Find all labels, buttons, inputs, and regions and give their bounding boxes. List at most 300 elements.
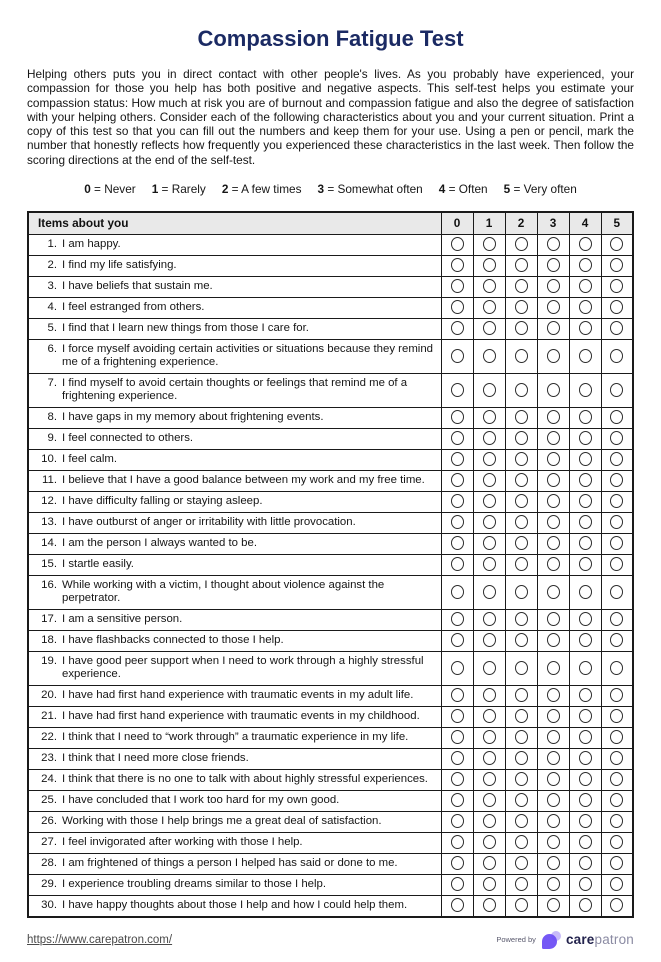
rating-circle[interactable] (515, 237, 528, 251)
rating-circle[interactable] (451, 431, 464, 445)
rating-cell-4 (569, 297, 601, 318)
rating-cell-4 (569, 748, 601, 769)
rating-cell-4 (569, 706, 601, 727)
rating-cell-2 (505, 832, 537, 853)
rating-circle[interactable] (515, 661, 528, 675)
legend-label: = Very often (510, 182, 577, 197)
rating-cell-0 (441, 449, 473, 470)
item-label-cell (28, 373, 441, 407)
brand-wordmark (566, 932, 634, 947)
rating-cell-5 (601, 769, 633, 790)
rating-circle[interactable] (610, 661, 623, 675)
rating-circle[interactable] (483, 709, 496, 723)
rating-circle[interactable] (547, 856, 560, 870)
item-label-cell (28, 853, 441, 874)
rating-circle[interactable] (483, 856, 496, 870)
rating-circle[interactable] (547, 793, 560, 807)
rating-circle[interactable] (579, 898, 592, 912)
rating-circle[interactable] (579, 515, 592, 529)
rating-circle[interactable] (451, 279, 464, 293)
rating-circle[interactable] (483, 877, 496, 891)
rating-circle[interactable] (579, 536, 592, 550)
rating-circle[interactable] (515, 751, 528, 765)
rating-cell-2 (505, 276, 537, 297)
rating-circle[interactable] (483, 383, 496, 397)
rating-circle[interactable] (610, 536, 623, 550)
rating-circle[interactable] (579, 349, 592, 363)
item-number: 7. (47, 376, 57, 389)
items-table (27, 211, 634, 918)
rating-circle[interactable] (610, 709, 623, 723)
rating-circle[interactable] (483, 730, 496, 744)
rating-circle[interactable] (515, 473, 528, 487)
rating-circle[interactable] (515, 856, 528, 870)
rating-circle[interactable] (515, 633, 528, 647)
item-number: 2. (47, 258, 57, 271)
rating-cell-1 (473, 874, 505, 895)
rating-circle[interactable] (547, 494, 560, 508)
item-label-cell (28, 895, 441, 917)
item-number: 5. (47, 321, 57, 334)
rating-cell-5 (601, 832, 633, 853)
rating-circle[interactable] (515, 279, 528, 293)
rating-cell-0 (441, 651, 473, 685)
rating-circle[interactable] (451, 349, 464, 363)
rating-circle[interactable] (579, 494, 592, 508)
item-number: 14. (41, 536, 57, 549)
rating-cell-3 (537, 554, 569, 575)
table-header-row (28, 212, 633, 234)
item-label-cell (28, 449, 441, 470)
rating-circle[interactable] (451, 452, 464, 466)
rating-cell-5 (601, 339, 633, 373)
rating-cell-2 (505, 811, 537, 832)
rating-circle[interactable] (515, 585, 528, 599)
rating-circle[interactable] (547, 730, 560, 744)
rating-circle[interactable] (483, 515, 496, 529)
rating-circle[interactable] (483, 793, 496, 807)
carepatron-brand (496, 931, 634, 949)
rating-circle[interactable] (610, 494, 623, 508)
rating-circle[interactable] (451, 494, 464, 508)
rating-circle[interactable] (451, 585, 464, 599)
rating-cell-1 (473, 276, 505, 297)
rating-circle[interactable] (610, 898, 623, 912)
rating-circle[interactable] (483, 536, 496, 550)
rating-circle[interactable] (547, 300, 560, 314)
item-label-cell (28, 255, 441, 276)
rating-cell-3 (537, 318, 569, 339)
rating-circle[interactable] (610, 751, 623, 765)
rating-circle[interactable] (610, 877, 623, 891)
rating-cell-2 (505, 297, 537, 318)
rating-cell-5 (601, 234, 633, 255)
rating-circle[interactable] (451, 856, 464, 870)
items-about-you-header: Items about you (28, 212, 441, 234)
rating-cell-2 (505, 428, 537, 449)
legend-item (504, 182, 577, 196)
legend-item (222, 182, 302, 196)
rating-circle[interactable] (483, 814, 496, 828)
rating-circle[interactable] (483, 258, 496, 272)
rating-circle[interactable] (610, 793, 623, 807)
rating-circle[interactable] (515, 300, 528, 314)
rating-circle[interactable] (579, 661, 592, 675)
rating-circle[interactable] (515, 349, 528, 363)
rating-circle[interactable] (451, 709, 464, 723)
rating-circle[interactable] (483, 494, 496, 508)
rating-circle[interactable] (547, 814, 560, 828)
rating-circle[interactable] (579, 814, 592, 828)
rating-circle[interactable] (547, 772, 560, 786)
rating-circle[interactable] (610, 321, 623, 335)
rating-circle[interactable] (451, 237, 464, 251)
rating-circle[interactable] (547, 612, 560, 626)
rating-cell-1 (473, 651, 505, 685)
rating-cell-2 (505, 554, 537, 575)
rating-circle[interactable] (547, 258, 560, 272)
rating-circle[interactable] (515, 431, 528, 445)
rating-circle[interactable] (579, 856, 592, 870)
rating-circle[interactable] (547, 835, 560, 849)
rating-circle[interactable] (483, 898, 496, 912)
table-row (28, 685, 633, 706)
column-header-2: 2 (505, 212, 537, 234)
rating-circle[interactable] (483, 772, 496, 786)
rating-cell-4 (569, 853, 601, 874)
rating-circle[interactable] (483, 557, 496, 571)
rating-cell-2 (505, 651, 537, 685)
rating-circle[interactable] (451, 633, 464, 647)
rating-cell-5 (601, 706, 633, 727)
rating-circle[interactable] (610, 452, 623, 466)
rating-circle[interactable] (610, 237, 623, 251)
rating-circle[interactable] (483, 321, 496, 335)
rating-cell-3 (537, 651, 569, 685)
rating-circle[interactable] (579, 688, 592, 702)
rating-circle[interactable] (547, 898, 560, 912)
rating-cell-1 (473, 895, 505, 917)
rating-circle[interactable] (451, 730, 464, 744)
rating-circle[interactable] (483, 688, 496, 702)
rating-circle[interactable] (515, 898, 528, 912)
item-text: I force myself avoiding certain activities or situations because they remind me of a frightening experience. (62, 342, 434, 369)
legend-value: 1 (151, 182, 159, 197)
rating-circle[interactable] (451, 515, 464, 529)
rating-circle[interactable] (483, 410, 496, 424)
rating-circle[interactable] (547, 877, 560, 891)
rating-circle[interactable] (610, 258, 623, 272)
rating-circle[interactable] (515, 814, 528, 828)
legend-label: = Somewhat often (324, 182, 423, 197)
rating-circle[interactable] (451, 410, 464, 424)
rating-circle[interactable] (610, 279, 623, 293)
rating-circle[interactable] (579, 557, 592, 571)
rating-cell-2 (505, 685, 537, 706)
rating-circle[interactable] (547, 633, 560, 647)
rating-circle[interactable] (483, 661, 496, 675)
rating-cell-3 (537, 609, 569, 630)
item-text: I have good peer support when I need to work through a highly stressful experience. (62, 654, 424, 681)
rating-circle[interactable] (515, 536, 528, 550)
rating-circle[interactable] (579, 321, 592, 335)
rating-cell-3 (537, 895, 569, 917)
rating-circle[interactable] (579, 835, 592, 849)
rating-circle[interactable] (547, 661, 560, 675)
rating-circle[interactable] (451, 814, 464, 828)
rating-circle[interactable] (579, 258, 592, 272)
rating-circle[interactable] (547, 557, 560, 571)
rating-circle[interactable] (515, 793, 528, 807)
table-row (28, 651, 633, 685)
rating-circle[interactable] (483, 237, 496, 251)
rating-circle[interactable] (547, 431, 560, 445)
rating-cell-1 (473, 811, 505, 832)
item-number: 13. (41, 515, 57, 528)
rating-circle[interactable] (610, 585, 623, 599)
item-text: I find that I learn new things from those I care for. (62, 321, 309, 334)
rating-circle[interactable] (547, 585, 560, 599)
item-label-cell (28, 339, 441, 373)
item-number: 25. (41, 793, 57, 806)
rating-circle[interactable] (547, 452, 560, 466)
rating-circle[interactable] (451, 688, 464, 702)
rating-circle[interactable] (451, 772, 464, 786)
rating-circle[interactable] (515, 709, 528, 723)
item-label-cell (28, 630, 441, 651)
item-label-cell (28, 428, 441, 449)
rating-circle[interactable] (547, 237, 560, 251)
rating-circle[interactable] (610, 856, 623, 870)
rating-circle[interactable] (515, 258, 528, 272)
rating-cell-3 (537, 276, 569, 297)
item-label-cell (28, 874, 441, 895)
legend-label: = Rarely (158, 182, 206, 197)
rating-circle[interactable] (610, 772, 623, 786)
table-row (28, 727, 633, 748)
rating-circle[interactable] (451, 751, 464, 765)
rating-circle[interactable] (515, 410, 528, 424)
rating-circle[interactable] (579, 793, 592, 807)
rating-circle[interactable] (483, 279, 496, 293)
rating-circle[interactable] (483, 751, 496, 765)
rating-circle[interactable] (610, 612, 623, 626)
rating-circle[interactable] (483, 612, 496, 626)
rating-circle[interactable] (483, 300, 496, 314)
rating-circle[interactable] (515, 494, 528, 508)
rating-cell-2 (505, 373, 537, 407)
rating-circle[interactable] (610, 557, 623, 571)
rating-circle[interactable] (579, 585, 592, 599)
rating-cell-4 (569, 428, 601, 449)
table-row (28, 428, 633, 449)
rating-circle[interactable] (610, 814, 623, 828)
rating-cell-2 (505, 895, 537, 917)
rating-circle[interactable] (579, 730, 592, 744)
page-title: Compassion Fatigue Test (197, 26, 464, 51)
rating-cell-0 (441, 769, 473, 790)
rating-cell-5 (601, 895, 633, 917)
table-row (28, 630, 633, 651)
rating-cell-1 (473, 853, 505, 874)
rating-circle[interactable] (610, 410, 623, 424)
item-label-cell (28, 748, 441, 769)
rating-circle[interactable] (579, 772, 592, 786)
rating-cell-5 (601, 512, 633, 533)
rating-circle[interactable] (451, 536, 464, 550)
rating-circle[interactable] (515, 612, 528, 626)
rating-circle[interactable] (579, 300, 592, 314)
item-number: 18. (41, 633, 57, 646)
rating-cell-0 (441, 255, 473, 276)
rating-circle[interactable] (483, 452, 496, 466)
rating-cell-1 (473, 491, 505, 512)
rating-circle[interactable] (515, 452, 528, 466)
table-row (28, 790, 633, 811)
rating-cell-2 (505, 874, 537, 895)
rating-cell-1 (473, 373, 505, 407)
rating-cell-1 (473, 790, 505, 811)
rating-circle[interactable] (451, 612, 464, 626)
item-label-cell (28, 491, 441, 512)
rating-circle[interactable] (515, 835, 528, 849)
item-text: I startle easily. (62, 557, 134, 570)
rating-circle[interactable] (451, 300, 464, 314)
legend-item (152, 182, 206, 196)
rating-circle[interactable] (579, 410, 592, 424)
rating-cell-0 (441, 470, 473, 491)
item-number: 16. (41, 578, 57, 591)
rating-circle[interactable] (451, 383, 464, 397)
rating-circle[interactable] (451, 473, 464, 487)
item-label-cell (28, 811, 441, 832)
rating-circle[interactable] (610, 633, 623, 647)
rating-circle[interactable] (579, 452, 592, 466)
rating-circle[interactable] (610, 688, 623, 702)
rating-circle[interactable] (610, 835, 623, 849)
rating-circle[interactable] (451, 877, 464, 891)
item-label-cell (28, 470, 441, 491)
rating-circle[interactable] (515, 730, 528, 744)
rating-cell-4 (569, 769, 601, 790)
rating-circle[interactable] (610, 473, 623, 487)
rating-circle[interactable] (579, 473, 592, 487)
rating-circle[interactable] (547, 688, 560, 702)
rating-circle[interactable] (451, 835, 464, 849)
rating-cell-3 (537, 748, 569, 769)
rating-circle[interactable] (579, 877, 592, 891)
rating-circle[interactable] (515, 877, 528, 891)
rating-circle[interactable] (547, 709, 560, 723)
rating-circle[interactable] (483, 835, 496, 849)
rating-circle[interactable] (579, 709, 592, 723)
rating-circle[interactable] (579, 383, 592, 397)
rating-cell-2 (505, 790, 537, 811)
rating-circle[interactable] (610, 431, 623, 445)
rating-cell-3 (537, 234, 569, 255)
rating-cell-2 (505, 769, 537, 790)
rating-cell-5 (601, 373, 633, 407)
rating-circle[interactable] (547, 536, 560, 550)
rating-cell-3 (537, 428, 569, 449)
rating-circle[interactable] (483, 633, 496, 647)
rating-circle[interactable] (579, 237, 592, 251)
rating-circle[interactable] (547, 515, 560, 529)
rating-cell-0 (441, 727, 473, 748)
rating-cell-0 (441, 853, 473, 874)
rating-circle[interactable] (451, 661, 464, 675)
rating-circle[interactable] (451, 557, 464, 571)
rating-circle[interactable] (579, 612, 592, 626)
rating-circle[interactable] (451, 258, 464, 272)
rating-cell-2 (505, 706, 537, 727)
rating-cell-3 (537, 685, 569, 706)
rating-circle[interactable] (547, 279, 560, 293)
rating-cell-5 (601, 407, 633, 428)
rating-circle[interactable] (610, 730, 623, 744)
rating-circle[interactable] (579, 431, 592, 445)
rating-circle[interactable] (483, 473, 496, 487)
rating-circle[interactable] (451, 793, 464, 807)
rating-cell-3 (537, 853, 569, 874)
rating-cell-0 (441, 297, 473, 318)
rating-circle[interactable] (610, 383, 623, 397)
powered-by-label: Powered by (496, 935, 536, 945)
rating-circle[interactable] (515, 321, 528, 335)
rating-circle[interactable] (610, 349, 623, 363)
rating-circle[interactable] (610, 300, 623, 314)
rating-circle[interactable] (547, 383, 560, 397)
rating-cell-0 (441, 630, 473, 651)
rating-circle[interactable] (515, 557, 528, 571)
rating-cell-0 (441, 533, 473, 554)
rating-circle[interactable] (515, 772, 528, 786)
rating-circle[interactable] (610, 515, 623, 529)
rating-cell-0 (441, 428, 473, 449)
rating-circle[interactable] (547, 410, 560, 424)
rating-circle[interactable] (483, 349, 496, 363)
rating-circle[interactable] (579, 279, 592, 293)
rating-circle[interactable] (515, 515, 528, 529)
rating-circle[interactable] (483, 585, 496, 599)
rating-circle[interactable] (579, 633, 592, 647)
rating-circle[interactable] (483, 431, 496, 445)
rating-circle[interactable] (515, 688, 528, 702)
rating-circle[interactable] (579, 751, 592, 765)
rating-circle[interactable] (515, 383, 528, 397)
rating-cell-5 (601, 449, 633, 470)
rating-circle[interactable] (547, 321, 560, 335)
rating-cell-2 (505, 255, 537, 276)
rating-circle[interactable] (451, 898, 464, 912)
rating-cell-2 (505, 339, 537, 373)
table-row (28, 491, 633, 512)
rating-cell-3 (537, 630, 569, 651)
item-number: 30. (41, 898, 57, 911)
rating-cell-1 (473, 407, 505, 428)
rating-circle[interactable] (547, 473, 560, 487)
rating-cell-4 (569, 651, 601, 685)
rating-circle[interactable] (547, 349, 560, 363)
item-label-cell (28, 769, 441, 790)
rating-cell-3 (537, 575, 569, 609)
item-label-cell (28, 234, 441, 255)
table-row (28, 449, 633, 470)
rating-circle[interactable] (451, 321, 464, 335)
rating-circle[interactable] (547, 751, 560, 765)
rating-cell-5 (601, 748, 633, 769)
website-link[interactable]: https://www.carepatron.com/ (27, 933, 173, 946)
